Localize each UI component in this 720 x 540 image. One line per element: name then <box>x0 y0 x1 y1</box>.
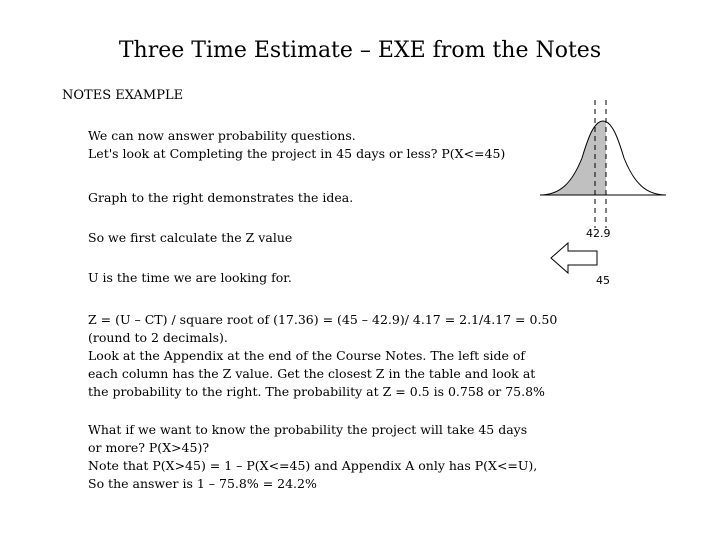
cutoff-label: 45 <box>596 274 610 287</box>
paragraph-graph-note <box>88 189 353 207</box>
page-title: Three Time Estimate – EXE from the Notes <box>118 38 602 63</box>
text-line: Look at the Appendix at the end of the Course Notes. The left side of <box>88 348 526 363</box>
text-line: Graph to the right demonstrates the idea. <box>88 190 354 205</box>
mean-label: 42.9 <box>586 227 611 240</box>
text-line: (round to 2 decimals). <box>88 330 228 345</box>
text-line: So the answer is 1 – 75.8% = 24.2% <box>88 476 317 491</box>
left-arrow-icon <box>550 240 600 276</box>
text-line: the probability to the right. The probability at Z = 0.5 is 0.758 or 75.8% <box>88 384 545 399</box>
paragraph-z-calculation <box>88 311 557 401</box>
paragraph-z-intro <box>88 229 292 247</box>
text-line: So we first calculate the Z value <box>88 230 293 245</box>
text-line: each column has the Z value. Get the closest Z in the table and look at <box>88 366 536 381</box>
text-line: Z = (U – CT) / square root of (17.36) = (45 – 42.9)/ 4.17 = 2.1/4.17 = 0.50 <box>88 312 558 327</box>
shaded-area <box>540 121 606 195</box>
text-line: or more? P(X>45)? <box>88 440 210 455</box>
text-line: Note that P(X>45) = 1 – P(X<=45) and Appendix A only has P(X<=U), <box>88 458 538 473</box>
paragraph-intro <box>88 127 505 163</box>
paragraph-complement <box>88 421 537 493</box>
text-line: Let's look at Completing the project in 45 days or less? P(X<=45) <box>88 146 506 161</box>
normal-curve-figure <box>540 98 690 233</box>
text-line: U is the time we are looking for. <box>88 270 292 285</box>
section-heading: NOTES EXAMPLE <box>62 88 184 103</box>
text-line: What if we want to know the probability the project will take 45 days <box>88 422 528 437</box>
text-line: We can now answer probability questions. <box>88 128 356 143</box>
paragraph-u-definition <box>88 269 292 287</box>
